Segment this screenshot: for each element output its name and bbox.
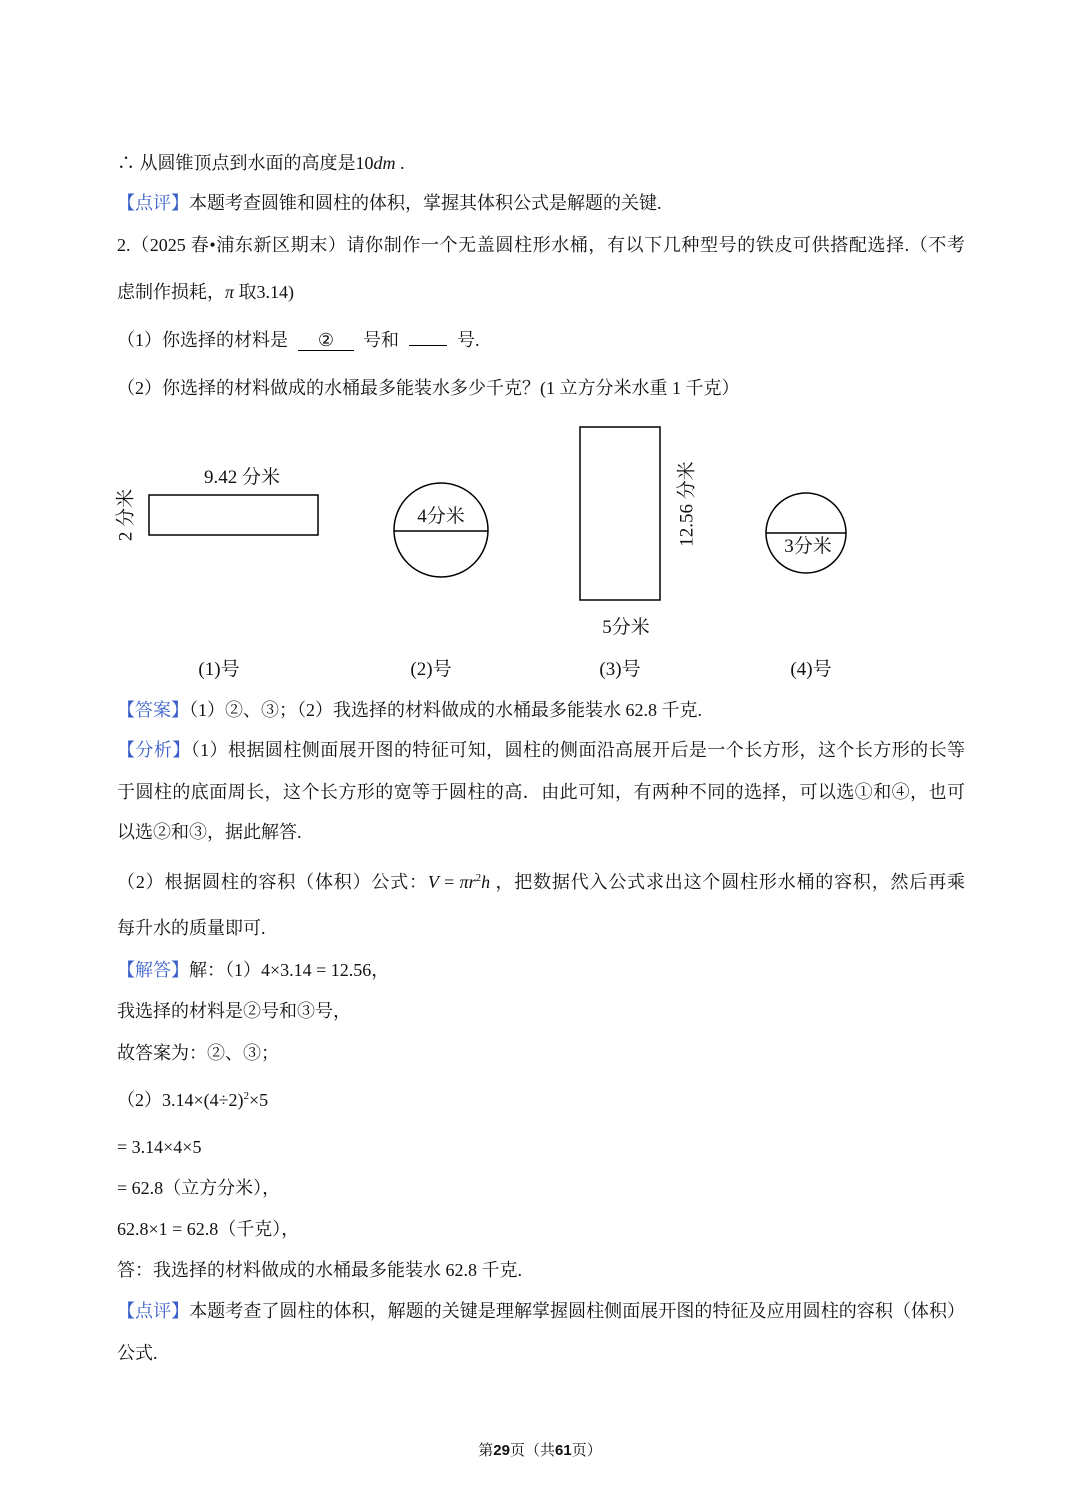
part-1-end: 号. <box>457 330 480 350</box>
comment-line-2 <box>117 1341 158 1365</box>
question-source: （2025 春•浦东新区期末） <box>130 235 347 255</box>
solution-text-8: 答：我选择的材料做成的水桶最多能装水 62.8 千克. <box>117 1260 522 1280</box>
shape-4-caption: (4)号 <box>790 659 832 680</box>
footer-middle: 页（共 <box>509 1443 555 1459</box>
analysis-label: 【分析】 <box>117 740 191 760</box>
answer-blank-2 <box>409 345 447 346</box>
solution-label: 【解答】 <box>117 960 189 980</box>
solution-line-7 <box>117 1217 299 1241</box>
solution-line-6 <box>117 1176 280 1200</box>
analysis-text-4: （2）根据圆柱的容积（体积）公式： <box>117 872 428 892</box>
formula-volume: V <box>427 872 439 892</box>
shape-4-diameter-label: 3分米 <box>784 536 832 557</box>
solution-text-4: （2）3.14×(4÷2) <box>117 1090 244 1110</box>
prev-comment-label: 【点评】 <box>117 193 189 213</box>
prev-conclusion-text: ∴ 从圆锥顶点到水面的高度是10 <box>117 153 374 173</box>
solution-line-1 <box>117 958 389 982</box>
formula-height: h <box>481 872 491 892</box>
answer-text: （1）②、③；（2）我选择的材料做成的水桶最多能装水 62.8 千克. <box>189 700 702 720</box>
solution-text-1: 解：（1）4×3.14 = 12.56， <box>189 960 390 980</box>
analysis-text-1: （1）根据圆柱侧面展开图的特征可知，圆柱的侧面沿高展开后是一个长方形，这个长方形的长等 <box>190 740 966 760</box>
solution-text-5: = 3.14×4×5 <box>117 1137 202 1157</box>
answer-line <box>117 698 702 722</box>
volume-formula <box>428 872 490 892</box>
shape-3-rectangle <box>580 427 660 600</box>
solution-exponent: 2 <box>243 1090 250 1102</box>
part-1-mid: 号和 <box>363 330 399 350</box>
footer-prefix: 第 <box>478 1443 494 1459</box>
analysis-line-4 <box>117 870 965 894</box>
formula-exponent: 2 <box>475 872 482 884</box>
shape-2-caption: (2)号 <box>410 659 452 680</box>
prev-conclusion-end: . <box>395 153 405 173</box>
question-text-2-end: 取3.14) <box>234 282 295 302</box>
analysis-line-3 <box>117 820 302 844</box>
formula-equals: = <box>438 872 460 892</box>
question-text-2: 虑制作损耗， <box>117 282 225 302</box>
shape-1-width-label: 2 分米 <box>115 488 137 542</box>
analysis-line-1 <box>117 738 965 762</box>
comment-text-2: 公式. <box>117 1343 158 1363</box>
prev-comment-line <box>117 191 662 215</box>
solution-line-5 <box>117 1135 201 1159</box>
shape-2-circle <box>394 483 488 577</box>
prev-conclusion-unit: dm <box>373 153 396 173</box>
shape-2-diameter-label: 4分米 <box>417 506 465 527</box>
solution-line-2 <box>117 999 351 1023</box>
prev-conclusion-line <box>117 151 405 175</box>
pi-symbol: π <box>225 282 235 302</box>
question-line-2 <box>117 280 294 304</box>
comment-text-1: 本题考查了圆柱的体积，解题的关键是理解掌握圆柱侧面展开图的特征及应用圆柱的容积（体积） <box>189 1301 966 1321</box>
prev-comment-text: 本题考查圆锥和圆柱的体积，掌握其体积公式是解题的关键. <box>189 193 662 213</box>
analysis-text-3: 以选②和③，据此解答. <box>117 822 302 842</box>
question-part-2 <box>117 376 740 400</box>
analysis-line-5 <box>117 916 266 940</box>
analysis-text-4-end: ，把数据代入公式求出这个圆柱形水桶的容积，然后再乘 <box>490 872 966 892</box>
shape-3-height-label: 12.56 分米 <box>676 461 698 547</box>
solution-text-3: 故答案为：②、③； <box>117 1043 279 1063</box>
materials-figure <box>0 420 1080 690</box>
question-number: 2. <box>117 235 131 255</box>
solution-line-8 <box>117 1258 522 1282</box>
part-1-text: （1）你选择的材料是 <box>117 330 288 350</box>
shape-3-width-label: 5分米 <box>602 617 650 638</box>
footer-page-number: 29 <box>493 1442 510 1459</box>
question-text-1: 请你制作一个无盖圆柱形水桶，有以下几种型号的铁皮可供搭配选择.（不考 <box>346 235 965 255</box>
shape-1-length-label: 9.42 分米 <box>203 467 281 488</box>
solution-text-7: 62.8×1 = 62.8（千克）， <box>117 1219 300 1239</box>
analysis-text-2: 于圆柱的底面周长，这个长方形的宽等于圆柱的高．由此可知，有两种不同的选择，可以选①和④，也可 <box>117 782 965 802</box>
comment-label: 【点评】 <box>117 1301 190 1321</box>
question-line-1 <box>117 233 965 257</box>
shape-1-caption: (1)号 <box>198 659 240 680</box>
solution-line-4 <box>117 1088 268 1112</box>
shape-3-caption: (3)号 <box>599 659 641 680</box>
question-part-1 <box>117 328 480 352</box>
solution-text-4-end: ×5 <box>249 1090 269 1110</box>
page-footer <box>0 1440 1080 1462</box>
solution-line-3 <box>117 1041 279 1065</box>
solution-text-6: = 62.8（立方分米）， <box>117 1178 281 1198</box>
answer-blank-1: ② <box>298 330 354 351</box>
solution-text-2: 我选择的材料是②号和③号， <box>117 1001 351 1021</box>
footer-suffix: 页） <box>571 1443 602 1459</box>
answer-label: 【答案】 <box>117 700 189 720</box>
part-2-text: （2）你选择的材料做成的水桶最多能装水多少千克？(1 立方分米水重 1 千克） <box>117 378 740 398</box>
shape-1-rectangle <box>149 495 318 535</box>
footer-total-pages: 61 <box>555 1442 572 1459</box>
formula-pi-r: πr <box>459 872 476 892</box>
analysis-text-5: 每升水的质量即可. <box>117 918 266 938</box>
analysis-line-2 <box>117 780 965 804</box>
comment-line-1 <box>117 1299 965 1323</box>
